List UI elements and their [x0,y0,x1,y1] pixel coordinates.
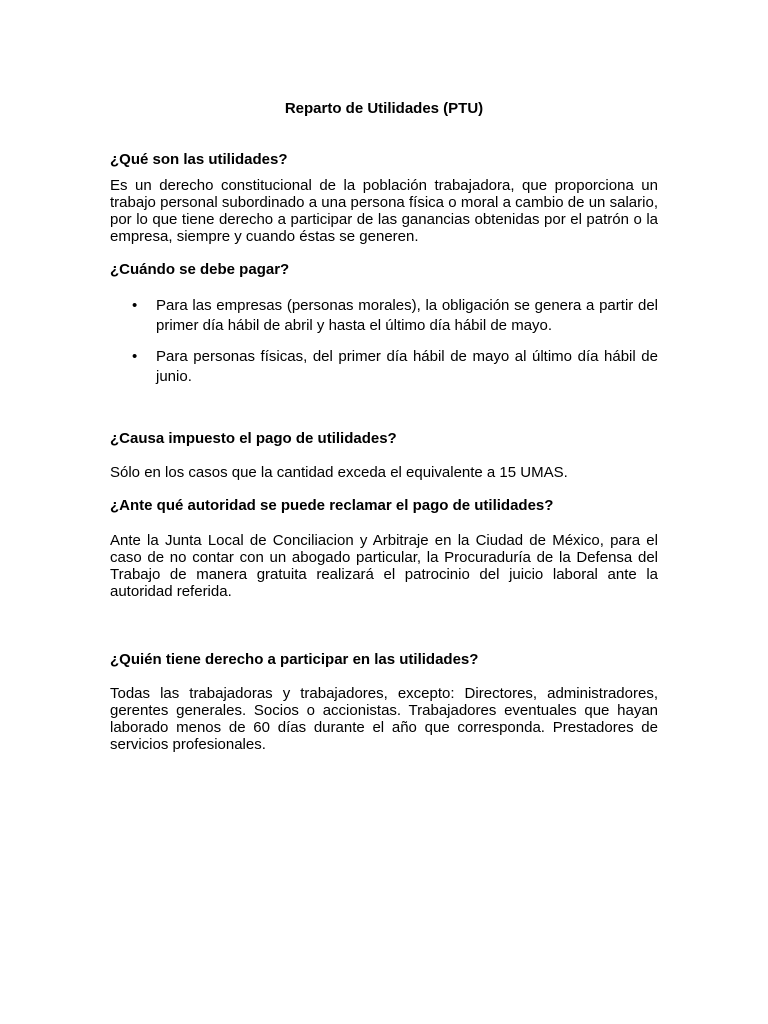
section-body-quien-tiene-derecho: Todas las trabajadoras y trabajadores, excepto: Directores, administradores, gerentes generales. Socios o accionistas. Trabajadores eventuales que hayan laborado menos de 60 días durante el año que corresponda. Prestadores de servicios profesionales. [110,685,658,753]
section-heading-cuando-pagar: ¿Cuándo se debe pagar? [110,261,290,278]
section-heading-que-son: ¿Qué son las utilidades? [110,151,288,168]
bullet-text: Para personas físicas, del primer día hábil de mayo al último día hábil de junio. [156,348,658,385]
section-heading-causa-impuesto: ¿Causa impuesto el pago de utilidades? [110,430,397,447]
bullet-text: Para las empresas (personas morales), la obligación se genera a partir del primer día hábil de abril y hasta el último día hábil de mayo. [156,297,658,334]
section-body-autoridad: Ante la Junta Local de Conciliacion y Arbitraje en la Ciudad de México, para el caso de no contar con un abogado particular, la Procuraduría de la Defensa del Trabajo de manera gratuita realizará el patrocinio del juicio laboral ante la autoridad referida. [110,532,658,600]
bullet-icon: • [132,348,138,365]
bullet-icon: • [132,297,138,314]
section-heading-autoridad: ¿Ante qué autoridad se puede reclamar el pago de utilidades? [110,497,554,514]
section-body-causa-impuesto: Sólo en los casos que la cantidad exceda el equivalente a 15 UMAS. [110,464,568,481]
list-item [110,347,658,387]
section-heading-quien-tiene-derecho: ¿Quién tiene derecho a participar en las utilidades? [110,651,479,668]
section-body-que-son: Es un derecho constitucional de la población trabajadora, que proporciona un trabajo personal subordinado a una persona física o moral a cambio de un salario, por lo que tiene derecho a participar de las ganancias obtenidas por el patrón o la empresa, siempre y cuando éstas se generen. [110,177,658,245]
document-title: Reparto de Utilidades (PTU) [284,100,484,117]
list-item [110,296,658,336]
